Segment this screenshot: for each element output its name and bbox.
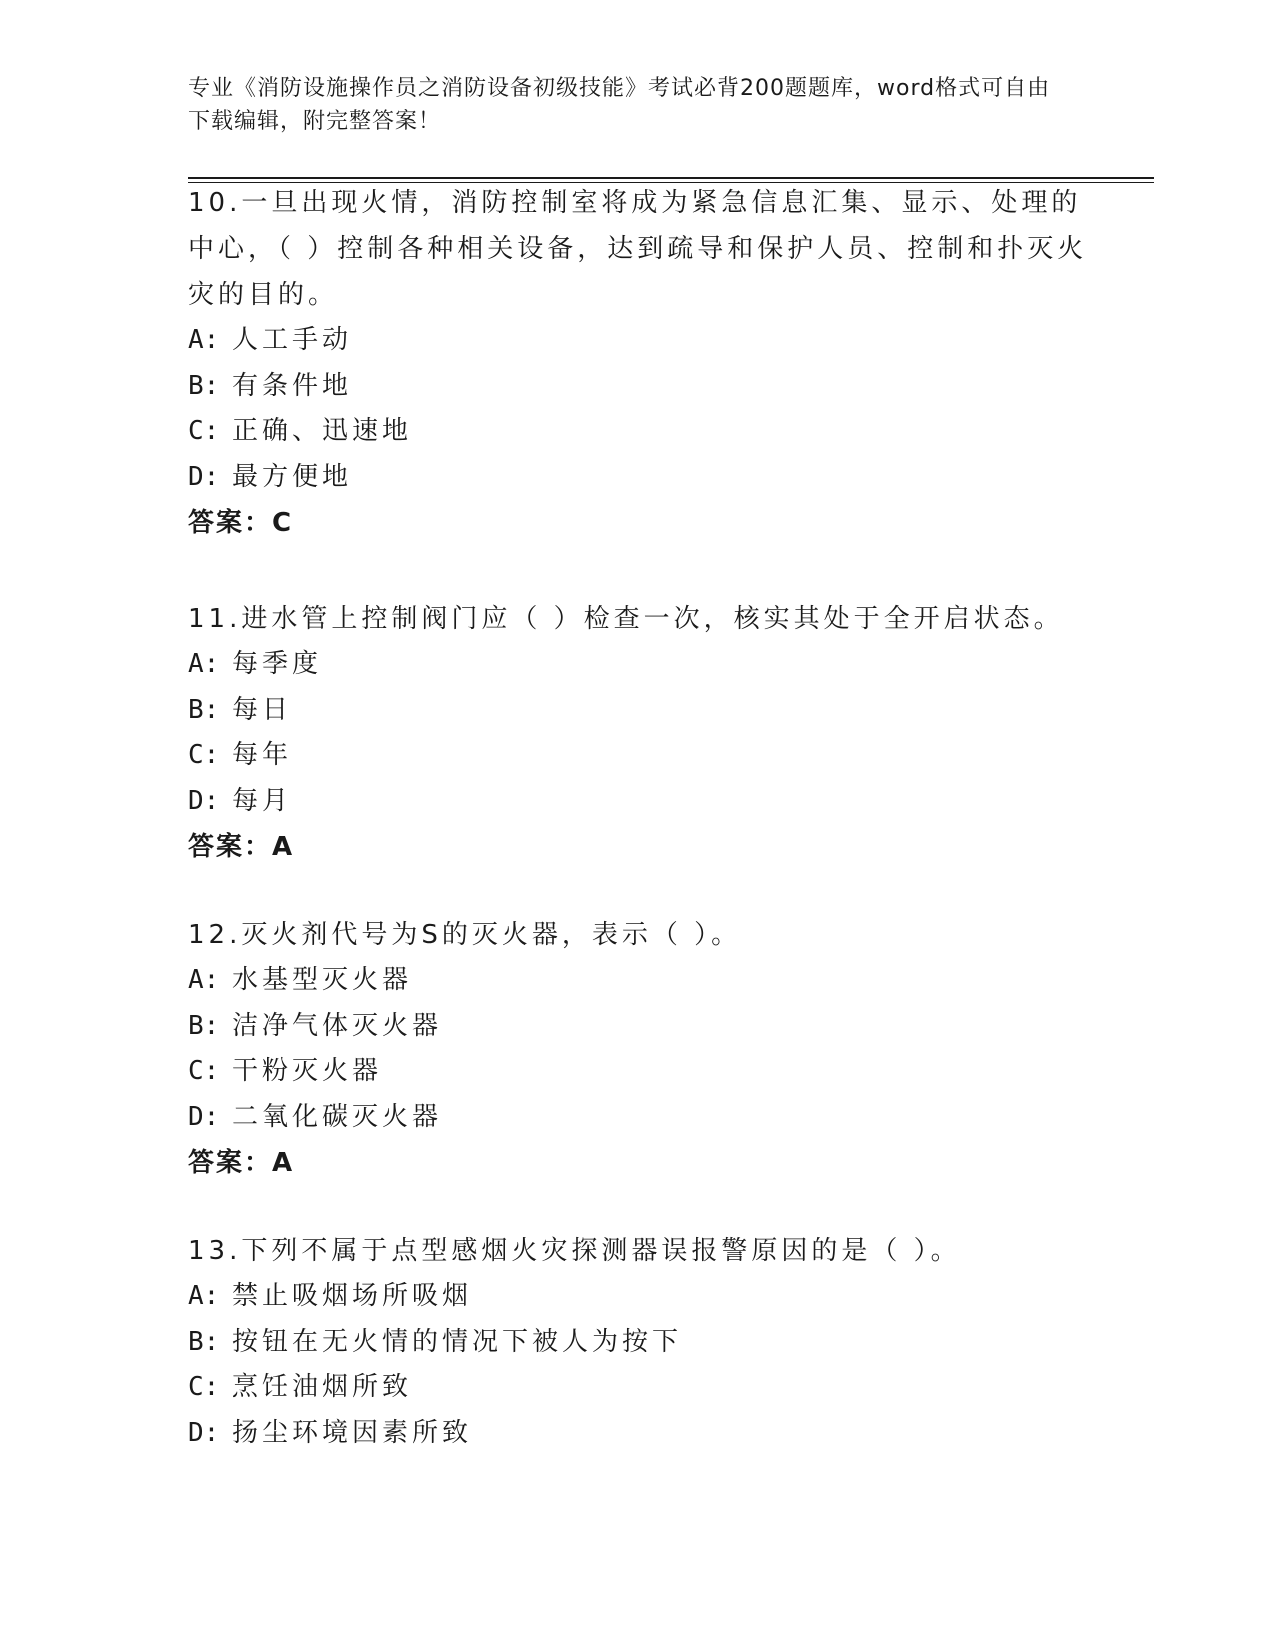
document-header: 专业《消防设施操作员之消防设备初级技能》考试必背200题题库，word格式可自由下载编辑，附完整答案！ bbox=[188, 76, 1051, 134]
option-text: 水基型灭火器 bbox=[232, 965, 413, 995]
question-12 bbox=[188, 912, 1108, 1186]
question-text: 13.下列不属于点型感烟火灾探测器误报警原因的是（ ）。 bbox=[188, 1236, 961, 1266]
question-text: 10.一旦出现火情，消防控制室将成为紧急信息汇集、显示、处理的中心，（ ）控制各种相关设备，达到疏导和保护人员、控制和扑灭火灾的目的。 bbox=[188, 188, 1088, 310]
question-text: 12.灭火剂代号为S的灭火器，表示（ ）。 bbox=[188, 920, 742, 950]
option-a bbox=[188, 642, 1108, 688]
option-letter: C: bbox=[188, 1372, 220, 1402]
option-letter: D: bbox=[188, 1101, 220, 1132]
option-c bbox=[188, 409, 1108, 455]
option-letter: C: bbox=[188, 416, 220, 446]
option-b bbox=[188, 1320, 1108, 1366]
option-c bbox=[188, 733, 1108, 779]
option-text: 正确、迅速地 bbox=[232, 416, 413, 446]
option-text: 按钮在无火情的情况下被人为按下 bbox=[232, 1326, 683, 1357]
option-text: 洁净气体灭火器 bbox=[232, 1010, 443, 1041]
option-text: 扬尘环境因素所致 bbox=[232, 1417, 473, 1448]
option-d bbox=[188, 779, 1108, 825]
option-b bbox=[188, 688, 1108, 734]
option-letter: B: bbox=[188, 1010, 220, 1041]
option-d bbox=[188, 1411, 1108, 1457]
answer: 答案：C bbox=[188, 508, 294, 538]
question-13 bbox=[188, 1228, 1108, 1456]
option-text: 每月 bbox=[232, 785, 293, 816]
option-text: 人工手动 bbox=[232, 325, 353, 355]
option-c bbox=[188, 1049, 1108, 1095]
option-a bbox=[188, 318, 1108, 364]
option-text: 干粉灭火器 bbox=[232, 1056, 383, 1086]
option-letter: A: bbox=[188, 649, 220, 679]
option-text: 每季度 bbox=[232, 649, 323, 679]
option-letter: D: bbox=[188, 461, 220, 492]
option-letter: A: bbox=[188, 1281, 220, 1311]
option-text: 禁止吸烟场所吸烟 bbox=[232, 1281, 473, 1311]
option-b bbox=[188, 364, 1108, 410]
option-text: 烹饪油烟所致 bbox=[232, 1372, 413, 1402]
option-letter: B: bbox=[188, 370, 220, 401]
option-letter: C: bbox=[188, 740, 220, 770]
option-c bbox=[188, 1365, 1108, 1411]
question-text: 11.进水管上控制阀门应（ ）检查一次，核实其处于全开启状态。 bbox=[188, 604, 1064, 634]
answer: 答案：A bbox=[188, 832, 295, 862]
option-a bbox=[188, 958, 1108, 1004]
option-a bbox=[188, 1274, 1108, 1320]
option-text: 最方便地 bbox=[232, 461, 353, 492]
option-d bbox=[188, 1095, 1108, 1141]
question-10 bbox=[188, 180, 1108, 546]
option-text: 二氧化碳灭火器 bbox=[232, 1101, 443, 1132]
option-letter: D: bbox=[188, 1417, 220, 1448]
option-letter: A: bbox=[188, 325, 220, 355]
option-d bbox=[188, 455, 1108, 501]
option-letter: A: bbox=[188, 965, 220, 995]
option-letter: B: bbox=[188, 1326, 220, 1357]
option-letter: C: bbox=[188, 1056, 220, 1086]
header-divider-thick bbox=[188, 177, 1154, 179]
answer: 答案：A bbox=[188, 1148, 295, 1178]
option-letter: D: bbox=[188, 785, 220, 816]
option-letter: B: bbox=[188, 694, 220, 725]
question-11 bbox=[188, 596, 1108, 870]
option-text: 每日 bbox=[232, 694, 293, 725]
option-text: 有条件地 bbox=[232, 370, 353, 401]
option-b bbox=[188, 1004, 1108, 1050]
option-text: 每年 bbox=[232, 740, 293, 770]
